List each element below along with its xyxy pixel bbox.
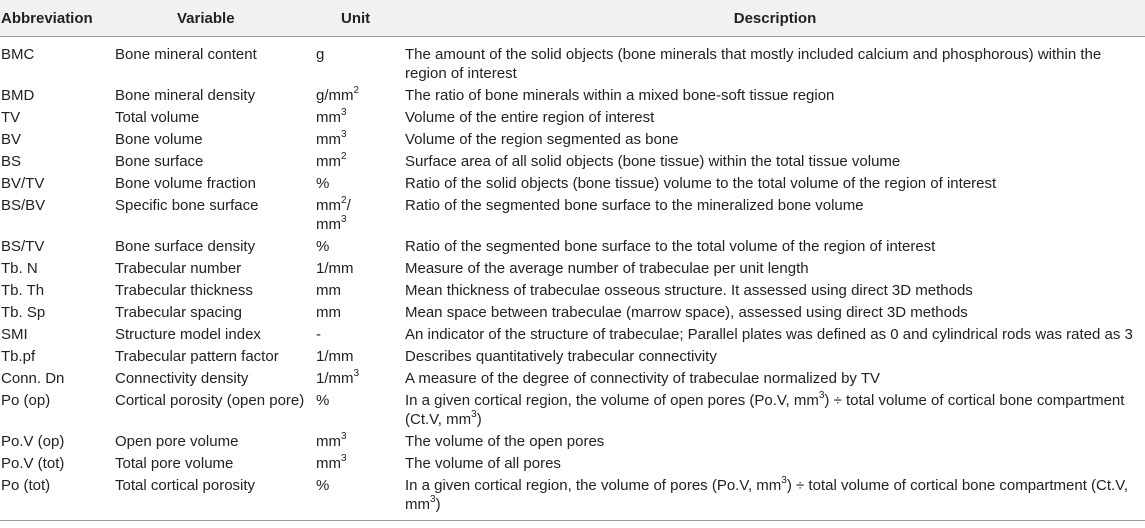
unit-text: % <box>316 392 330 409</box>
unit-superscript: 3 <box>341 107 347 118</box>
cell-description <box>405 302 1145 324</box>
header-row <box>0 0 1145 37</box>
cell-unit <box>316 151 405 173</box>
unit-text: mm <box>316 197 341 214</box>
unit-text: mm <box>316 304 341 321</box>
unit-superscript: 2 <box>353 85 360 96</box>
description-text: The amount of the solid objects (bone minerals that mostly included calcium and phosphorous) within the region of interest <box>405 46 1102 82</box>
unit-text: mm <box>316 455 341 472</box>
unit-text: mm <box>316 109 341 126</box>
description-superscript-b: 3 <box>430 494 436 505</box>
cell-variable: Connectivity density <box>115 370 249 387</box>
header-unit: Unit <box>316 0 405 37</box>
table-row <box>0 280 1145 302</box>
cell-variable: Trabecular pattern factor <box>115 348 279 365</box>
cell-unit <box>316 280 405 302</box>
cell-unit <box>316 37 405 85</box>
cell-variable: Structure model index <box>115 326 261 343</box>
table-row <box>0 85 1145 107</box>
unit-superscript: 3 <box>353 368 360 379</box>
description-superscript-a: 3 <box>781 475 787 486</box>
cell-description <box>405 280 1145 302</box>
unit-text: mm <box>316 433 341 450</box>
header-description: Description <box>405 0 1145 37</box>
cell-description <box>405 324 1145 346</box>
cell-description <box>405 236 1145 258</box>
cell-unit <box>316 258 405 280</box>
cell-unit <box>316 368 405 390</box>
cell-abbreviation: Tb. N <box>1 260 38 277</box>
cell-description <box>405 151 1145 173</box>
unit-text: 1/mm <box>316 260 354 277</box>
cell-unit <box>316 390 405 431</box>
unit-text-2: mm <box>316 216 341 233</box>
description-text: Mean space between trabeculae (marrow space), assessed using direct 3D methods <box>405 304 968 321</box>
cell-abbreviation: BMD <box>1 87 35 104</box>
unit-superscript-2: 3 <box>341 214 347 225</box>
cell-description <box>405 129 1145 151</box>
cell-unit <box>316 85 405 107</box>
cell-abbreviation: Conn. Dn <box>1 370 65 387</box>
cell-unit <box>316 173 405 195</box>
unit-text: g <box>316 46 325 63</box>
description-text: The volume of the open pores <box>405 433 605 450</box>
cell-description <box>405 390 1145 431</box>
table-row <box>0 151 1145 173</box>
cell-variable: Trabecular number <box>115 260 242 277</box>
header-variable: Variable <box>115 0 316 37</box>
description-text: The ratio of bone minerals within a mixed bone-soft tissue region <box>405 87 835 104</box>
cell-variable: Cortical porosity (open pore) <box>115 392 305 409</box>
description-superscript-b: 3 <box>471 409 477 420</box>
cell-unit <box>316 431 405 453</box>
table-row <box>0 431 1145 453</box>
cell-abbreviation: Po (op) <box>1 392 51 409</box>
unit-text: g/mm <box>316 87 354 104</box>
description-text: Ratio of the solid objects (bone tissue) volume to the total volume of the region of interest <box>405 175 997 192</box>
unit-superscript: 2 <box>341 151 347 162</box>
unit-text: mm <box>316 282 341 299</box>
cell-abbreviation: BV/TV <box>1 175 45 192</box>
cell-unit <box>316 129 405 151</box>
description-text: Mean thickness of trabeculae osseous structure. It assessed using direct 3D methods <box>405 282 973 299</box>
unit-text: 1/mm <box>316 348 354 365</box>
cell-description <box>405 107 1145 129</box>
cell-abbreviation: Po.V (op) <box>1 433 65 450</box>
description-text: Measure of the average number of trabeculae per unit length <box>405 260 809 277</box>
cell-variable: Total cortical porosity <box>115 475 316 521</box>
cell-variable: Bone surface <box>115 153 204 170</box>
cell-description <box>405 346 1145 368</box>
cell-variable: Bone mineral content <box>115 46 257 63</box>
cell-unit <box>316 324 405 346</box>
description-text: Volume of the region segmented as bone <box>405 131 679 148</box>
cell-abbreviation: Tb. Sp <box>1 304 46 321</box>
cell-unit <box>316 302 405 324</box>
cell-variable: Bone mineral density <box>115 87 256 104</box>
unit-superscript: 3 <box>341 129 347 140</box>
cell-abbreviation: TV <box>1 109 21 126</box>
description-text: Surface area of all solid objects (bone tissue) within the total tissue volume <box>405 153 901 170</box>
cell-description <box>405 431 1145 453</box>
table-row <box>0 107 1145 129</box>
cell-abbreviation: Po (tot) <box>0 475 115 521</box>
description-part-b: ) ÷ total volume of cortical bone compartment (Ct.V, mm <box>405 477 1129 513</box>
cell-variable: Trabecular spacing <box>115 304 243 321</box>
cell-unit <box>316 475 405 521</box>
cell-description <box>405 195 1145 236</box>
table-row <box>0 368 1145 390</box>
table-row <box>0 173 1145 195</box>
table-row <box>0 346 1145 368</box>
cell-description <box>405 85 1145 107</box>
cell-unit <box>316 195 405 236</box>
unit-text: 1/mm <box>316 370 354 387</box>
description-part-b: ) ÷ total volume of cortical bone compartment (Ct.V, mm <box>405 392 1125 428</box>
unit-text: mm <box>316 131 341 148</box>
cell-description <box>405 475 1145 521</box>
cell-abbreviation: SMI <box>1 326 28 343</box>
table-row <box>0 258 1145 280</box>
cell-description <box>405 173 1145 195</box>
description-text: Ratio of the segmented bone surface to the mineralized bone volume <box>405 197 864 214</box>
table-row <box>0 195 1145 236</box>
description-text: Describes quantitatively trabecular connectivity <box>405 348 717 365</box>
description-text: An indicator of the structure of trabeculae; Parallel plates was defined as 0 and cylindrical rods was rated as 3 <box>405 326 1133 343</box>
cell-variable: Trabecular thickness <box>115 282 253 299</box>
cell-abbreviation: Tb. Th <box>1 282 45 299</box>
unit-text: - <box>316 326 321 343</box>
table-body <box>0 37 1145 521</box>
table-row <box>0 236 1145 258</box>
cell-variable: Total pore volume <box>115 455 234 472</box>
table-row <box>0 453 1145 475</box>
cell-variable: Bone surface density <box>115 238 256 255</box>
cell-abbreviation: BS/BV <box>1 197 46 214</box>
cell-description <box>405 37 1145 85</box>
unit-text: % <box>316 238 330 255</box>
description-part-a: In a given cortical region, the volume of open pores (Po.V, mm <box>405 392 819 409</box>
description-text: A measure of the degree of connectivity of trabeculae normalized by TV <box>405 370 880 387</box>
unit-text: mm <box>316 153 341 170</box>
cell-unit <box>316 236 405 258</box>
table-row <box>0 37 1145 85</box>
cell-abbreviation: BMC <box>1 46 35 63</box>
description-superscript-a: 3 <box>818 390 825 401</box>
cell-variable: Total volume <box>115 109 200 126</box>
cell-unit <box>316 453 405 475</box>
table-row <box>0 390 1145 431</box>
table-row <box>0 475 1145 521</box>
description-part-c: ) <box>435 496 441 513</box>
cell-variable: Open pore volume <box>115 433 239 450</box>
cell-description <box>405 368 1145 390</box>
cell-variable: Bone volume fraction <box>115 175 256 192</box>
cell-abbreviation: Tb.pf <box>1 348 36 365</box>
table-row <box>0 302 1145 324</box>
cell-abbreviation: Po.V (tot) <box>1 455 65 472</box>
unit-superscript: 3 <box>341 431 347 442</box>
cell-description <box>405 258 1145 280</box>
cell-variable: Specific bone surface <box>115 197 259 214</box>
cell-unit <box>316 107 405 129</box>
cell-unit <box>316 346 405 368</box>
table-row <box>0 129 1145 151</box>
cell-abbreviation: BS/TV <box>1 238 45 255</box>
unit-text: % <box>316 477 330 494</box>
description-part-c: ) <box>476 411 482 428</box>
description-text: Ratio of the segmented bone surface to the total volume of the region of interest <box>405 238 936 255</box>
cell-variable: Bone volume <box>115 131 203 148</box>
unit-superscript: 2 <box>341 195 347 206</box>
unit-superscript: 3 <box>341 453 347 464</box>
description-part-a: In a given cortical region, the volume of pores (Po.V, mm <box>405 477 782 494</box>
table-row <box>0 324 1145 346</box>
header-abbreviation: Abbreviation <box>0 0 115 37</box>
description-text: Volume of the entire region of interest <box>405 109 655 126</box>
description-text: The volume of all pores <box>405 455 561 472</box>
unit-tail: / <box>346 197 351 214</box>
cell-description <box>405 453 1145 475</box>
cell-abbreviation: BS <box>1 153 22 170</box>
unit-text: % <box>316 175 330 192</box>
cell-abbreviation: BV <box>1 131 22 148</box>
